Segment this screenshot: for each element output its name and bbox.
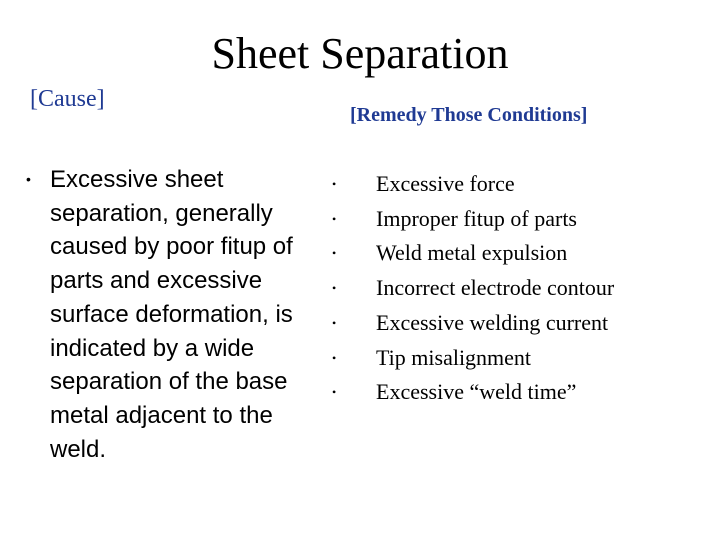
cause-bullet-text: Excessive sheet separation, generally caused by poor fitup of parts and excessive surface deformation, is indicated by a wide separation of the base metal adjacent to the weld. <box>50 166 293 463</box>
bullet-icon: • <box>332 281 337 296</box>
remedy-list <box>332 167 712 410</box>
bullet-icon: • <box>332 315 337 330</box>
remedy-bullet-text: Excessive welding current <box>376 309 609 335</box>
bullet-icon: • <box>332 211 337 226</box>
bullet-icon: • <box>26 171 31 187</box>
remedy-bullet-item <box>332 306 712 341</box>
remedy-heading: [Remedy Those Conditions] <box>350 104 588 126</box>
remedy-bullet-text: Excessive force <box>376 171 515 196</box>
remedy-bullet-item <box>332 202 712 237</box>
bullet-icon: • <box>332 177 337 191</box>
bullet-icon: • <box>332 246 337 261</box>
cause-list <box>26 163 326 466</box>
remedy-bullet-item <box>332 271 712 306</box>
remedy-bullet-text: Improper fitup of parts <box>376 205 577 231</box>
remedy-bullet-text: Tip misalignment <box>376 344 532 370</box>
remedy-bullet-item <box>332 167 712 202</box>
remedy-bullet-text: Weld metal expulsion <box>376 240 568 266</box>
remedy-bullet-text: Excessive “weld time” <box>376 379 577 405</box>
cause-bullet-item <box>26 163 326 466</box>
bullet-icon: • <box>332 385 337 400</box>
remedy-bullet-item <box>332 341 712 376</box>
bullet-icon: • <box>332 350 337 365</box>
slide-title: Sheet Separation <box>211 29 509 78</box>
remedy-bullet-item <box>332 236 712 271</box>
cause-heading: [Cause] <box>30 86 105 112</box>
remedy-bullet-text: Incorrect electrode contour <box>376 275 615 301</box>
remedy-bullet-item <box>332 375 712 410</box>
